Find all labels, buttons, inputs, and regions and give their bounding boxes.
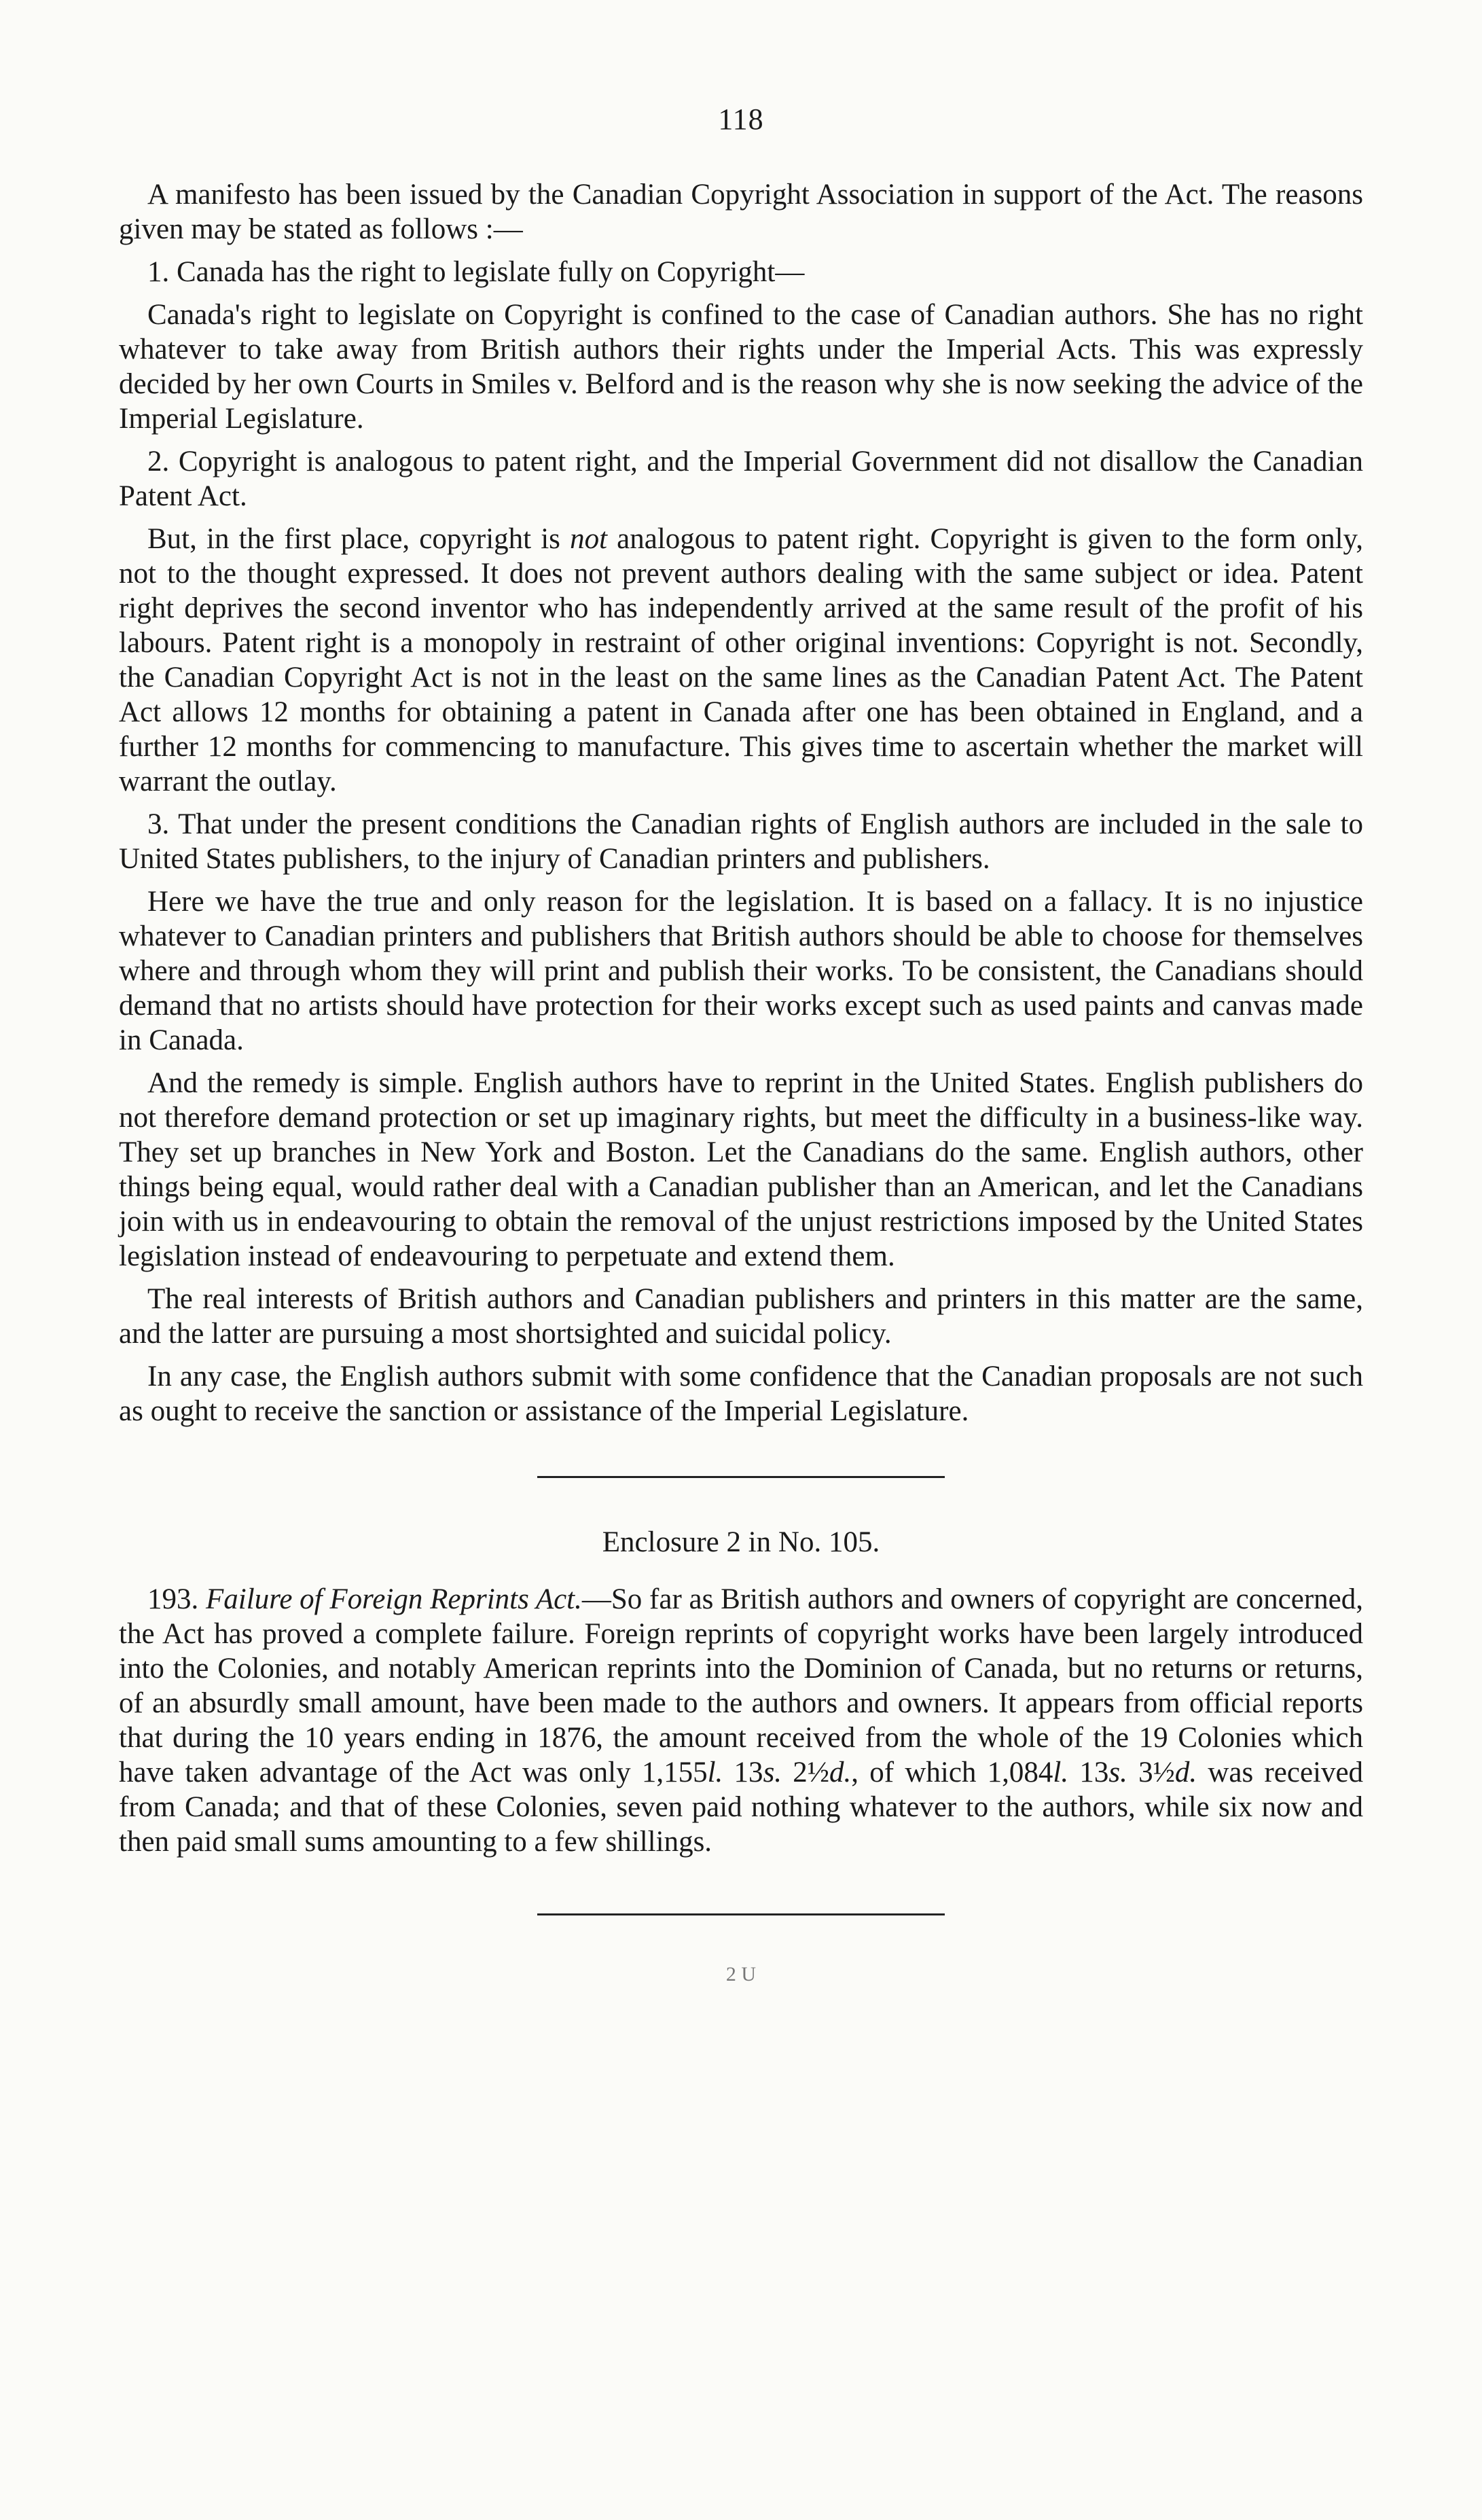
- paragraph-point-3-reply: Here we have the true and only reason for the legislation. It is based on a fallacy. It is no injustice whatever to Canadian printers and publishers that British authors should be able to choose for themselves where and through whom they will print and publish their works. To be consistent, the Canadians should demand that no artists should have protection for their works except such as used paints and canvas made in Canada.: [119, 886, 1363, 1056]
- unit-shillings: s.: [763, 1757, 782, 1788]
- paragraph-failure-of-foreign-reprints: [119, 1582, 1363, 1859]
- closing-divider: [537, 1913, 945, 1915]
- text-run: , of which 1,084: [851, 1757, 1053, 1788]
- unit-pence: d.: [829, 1757, 852, 1788]
- paragraph-point-3: 3. That under the present conditions the Canadian rights of English authors are included in the sale to United States publishers, to the injury of Canadian printers and publishers.: [119, 808, 1363, 875]
- text-run: But, in the first place, copyright is: [147, 523, 571, 555]
- text-run: 13: [723, 1757, 763, 1788]
- paragraph-remedy: And the remedy is simple. English authors have to reprint in the United States. English publishers do not therefore demand protection or set up imaginary rights, but meet the difficulty in a business-like way. They set up branches in New York and Boston. Let the Canadians do the same. English authors, other things being equal, would rather deal with a Canadian publisher than an American, and let the Canadians join with us in endeavouring to obtain the removal of the unjust restrictions imposed by the United States legislation instead of endeavouring to perpetuate and extend them.: [119, 1067, 1363, 1272]
- paragraph-number: 193.: [147, 1583, 199, 1615]
- page-number: 118: [718, 103, 764, 136]
- paragraph-manifesto: A manifesto has been issued by the Canadian Copyright Association in support of the Act. The reasons given may be stated as follows :—: [119, 179, 1363, 245]
- document-page: [119, 102, 1363, 1986]
- unit-shillings: s.: [1108, 1757, 1127, 1788]
- paragraph-title: Failure of Foreign Reprints Act.: [206, 1583, 582, 1615]
- paragraph-real-interests: The real interests of British authors and Canadian publishers and printers in this matter are the same, and the latter are pursuing a most shortsighted and suicidal policy.: [119, 1283, 1363, 1350]
- paragraph-point-2-reply: [119, 522, 1363, 799]
- unit-pence: d.: [1174, 1757, 1197, 1788]
- text-run: 2½: [782, 1757, 830, 1788]
- title-dash: —: [581, 1583, 611, 1615]
- unit-pounds: l.: [707, 1757, 723, 1788]
- emphasis-not: not: [570, 523, 608, 555]
- footer-signature-mark: 2 U: [725, 1963, 757, 1985]
- text-run: was received from Canada; and that of these Colonies, seven paid nothing whatever to the authors, while six now and then paid small sums amounting to a few shillings.: [119, 1757, 1364, 1858]
- text-run: analogous to patent right. Copyright is given to the form only, not to the thought expressed. It does not prevent authors dealing with the same subject or idea. Patent right deprives the second inventor who has independently arrived at the same result of the profit of his labours. Patent right is a monopoly in restraint of other original inventions: Copyright is not. Secondly, the Canadian Copyright Act is not in the least on the same lines as the Canadian Patent Act. The Patent Act allows 12 months for obtaining a patent in Canada after one has been obtained in England, and a further 12 months for commencing to manufacture. This gives time to ascertain whether the market will warrant the outlay.: [119, 523, 1363, 797]
- text-run: So far as British authors and owners of copyright are concerned, the Act has proved a complete failure. Foreign reprints of copyright works have been largely introduced into the Colonies, and notably American reprints into the Dominion of Canada, but no returns or returns, of an absurdly small amount, have been made to the authors and owners. It appears from official reports that during the 10 years ending in 1876, the amount received from the whole of the 19 Colonies which have taken advantage of the Act was only 1,155: [119, 1583, 1363, 1788]
- paragraph-point-2: 2. Copyright is analogous to patent right, and the Imperial Government did not disallow the Canadian Patent Act.: [119, 446, 1363, 512]
- paragraph-conclusion: In any case, the English authors submit with some confidence that the Canadian proposals are not such as ought to receive the sanction or assistance of the Imperial Legislature.: [119, 1361, 1363, 1427]
- enclosure-heading: Enclosure 2 in No. 105.: [602, 1526, 880, 1558]
- unit-pounds: l.: [1053, 1757, 1069, 1788]
- paragraph-point-1-reply: Canada's right to legislate on Copyright is confined to the case of Canadian authors. She has no right whatever to take away from British authors their rights under the Imperial Acts. This was expressly decided by her own Courts in Smiles v. Belford and is the reason why she is now seeking the advice of the Imperial Legislature.: [119, 299, 1363, 435]
- text-run: 3½: [1127, 1757, 1175, 1788]
- text-run: 13: [1068, 1757, 1109, 1788]
- paragraph-point-1: 1. Canada has the right to legislate fully on Copyright—: [147, 256, 805, 288]
- section-divider: [537, 1476, 945, 1478]
